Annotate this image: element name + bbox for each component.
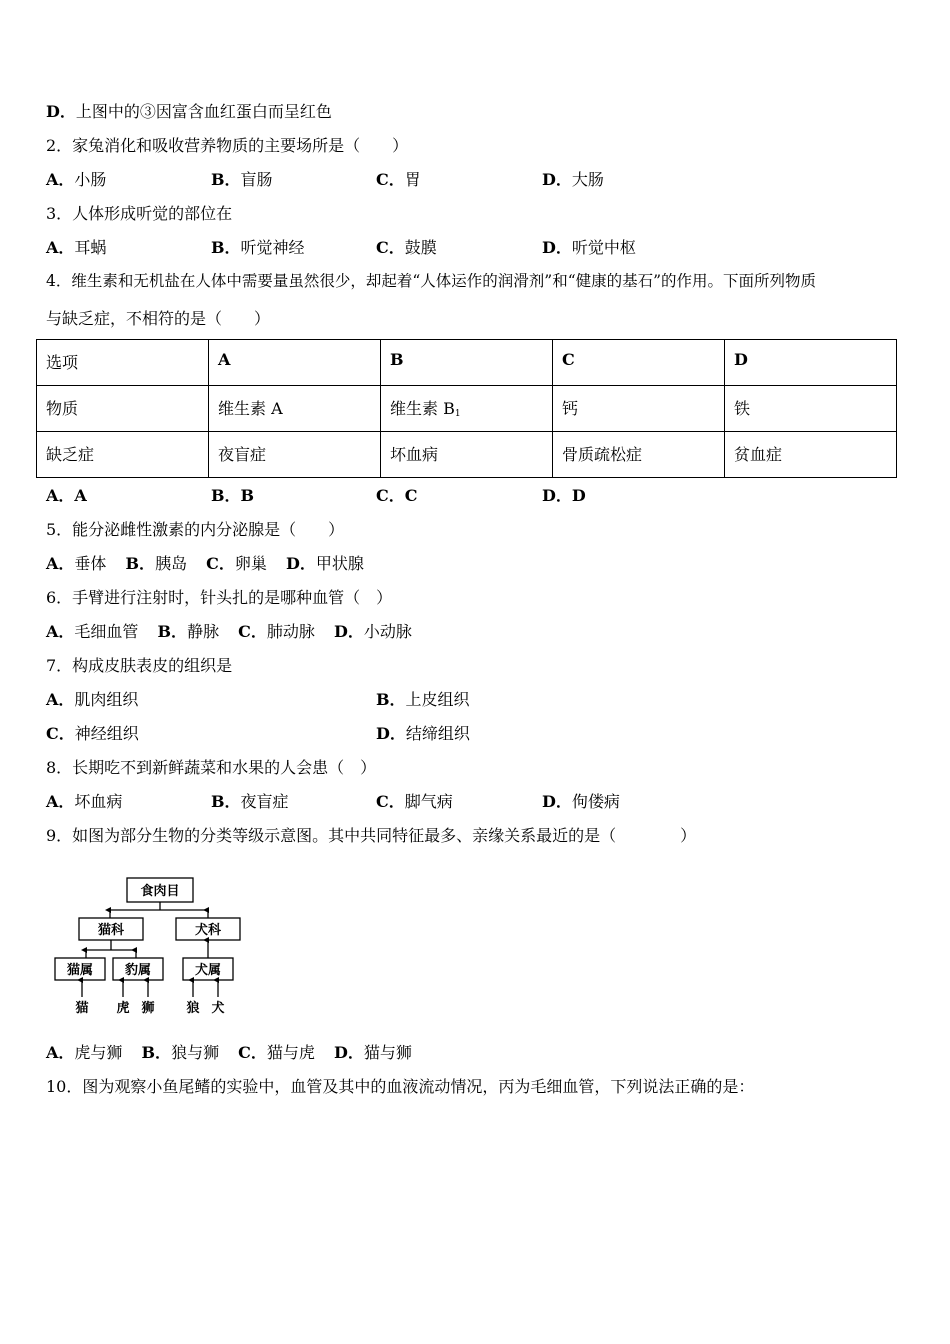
q8-option-a[interactable] — [46, 792, 122, 812]
q2-option-a[interactable] — [46, 170, 106, 190]
option-text: 夜盲症 — [240, 792, 289, 811]
q4-option-d[interactable] — [542, 486, 586, 506]
q2-option-c[interactable] — [376, 170, 421, 190]
cell-text: 维生素 B — [390, 399, 455, 418]
option-letter: C． — [206, 554, 235, 573]
q7-option-c[interactable] — [46, 724, 139, 744]
q3-option-b[interactable] — [211, 238, 305, 258]
q4-table — [36, 339, 897, 478]
option-letter: C． — [376, 792, 405, 811]
animal-label: 犬 — [211, 1001, 225, 1016]
q8-option-c[interactable] — [376, 792, 453, 812]
table-cell: C — [553, 340, 725, 386]
option-letter: D． — [334, 622, 364, 641]
q2-stem: 2．家兔消化和吸收营养物质的主要场所是（ ） — [46, 136, 409, 155]
table-cell: 骨质疏松症 — [553, 432, 725, 478]
q6-options — [46, 622, 412, 642]
q3-stem: 3．人体形成听觉的部位在 — [46, 204, 233, 223]
animal-label: 猫 — [75, 1001, 89, 1016]
order-label: 食肉目 — [140, 884, 180, 899]
option-letter: A． — [46, 170, 75, 189]
q6-option-a[interactable] — [46, 622, 138, 641]
genus-dog-label: 犬属 — [194, 963, 222, 978]
q5-option-c[interactable] — [206, 554, 267, 573]
q7-option-a[interactable] — [46, 690, 138, 710]
option-text: 甲状腺 — [315, 554, 364, 573]
q5-option-d[interactable] — [286, 554, 364, 573]
table-cell: D — [725, 340, 897, 386]
option-text: 神经组织 — [74, 724, 139, 743]
q1-option-d[interactable] — [46, 102, 332, 122]
option-text: 佝偻病 — [571, 792, 620, 811]
q10-stem: 10．图为观察小鱼尾鳍的实验中，血管及其中的血液流动情况，丙为毛细血管，下列说法正确的是： — [46, 1077, 755, 1096]
option-letter: D． — [542, 170, 572, 189]
option-text: 结缔组织 — [405, 724, 470, 743]
table-cell: 铁 — [725, 386, 897, 432]
q7-stem: 7．构成皮肤表皮的组织是 — [46, 656, 233, 675]
table-cell: A — [209, 340, 381, 386]
q9-option-d[interactable] — [334, 1043, 412, 1062]
option-text: 静脉 — [187, 622, 220, 641]
option-letter: A． — [46, 792, 75, 811]
q7-option-d[interactable] — [376, 724, 470, 744]
option-text: 狼与狮 — [171, 1043, 220, 1062]
q5-options — [46, 554, 364, 574]
q6-option-d[interactable] — [334, 622, 412, 641]
table-cell: 缺乏症 — [37, 432, 209, 478]
option-letter: C． — [46, 724, 75, 743]
option-text: 上图中的③因富含血红蛋白而呈红色 — [75, 102, 332, 121]
option-text: 肌肉组织 — [74, 690, 139, 709]
option-text: A — [74, 486, 87, 505]
q4-stem-line1: 4．维生素和无机盐在人体中需要量虽然很少，却起着“人体运作的润滑剂”和“健康的基石”的作用。下面所列物质 — [46, 272, 817, 290]
option-text: D — [571, 486, 586, 505]
table-cell: B — [381, 340, 553, 386]
option-letter: D． — [376, 724, 406, 743]
genus-leopard-label: 豹属 — [124, 963, 152, 978]
option-letter: D． — [286, 554, 316, 573]
option-text: 脚气病 — [404, 792, 453, 811]
option-text: 听觉中枢 — [571, 238, 636, 257]
family-dog-label: 犬科 — [194, 923, 222, 938]
option-letter: B． — [211, 486, 241, 505]
option-text: 垂体 — [74, 554, 107, 573]
table-cell: 物质 — [37, 386, 209, 432]
q3-option-d[interactable] — [542, 238, 636, 258]
q4-stem-line2: 与缺乏症，不相符的是（ ） — [46, 309, 271, 328]
table-row — [37, 340, 897, 386]
option-letter: A． — [46, 622, 75, 641]
option-letter: D． — [542, 238, 572, 257]
option-text: 上皮组织 — [405, 690, 470, 709]
q7-option-b[interactable] — [376, 690, 470, 710]
table-cell: 维生素 A — [209, 386, 381, 432]
subscript: 1 — [454, 409, 461, 419]
q3-option-c[interactable] — [376, 238, 437, 258]
option-letter: D． — [542, 792, 572, 811]
option-text: B — [240, 486, 255, 505]
option-text: 盲肠 — [240, 170, 273, 189]
option-letter: B． — [211, 238, 241, 257]
option-letter: A． — [46, 486, 75, 505]
option-text: 胰岛 — [155, 554, 188, 573]
table-cell — [381, 386, 553, 432]
q8-option-d[interactable] — [542, 792, 620, 812]
q8-option-b[interactable] — [211, 792, 289, 812]
q5-option-a[interactable] — [46, 554, 106, 573]
q3-option-a[interactable] — [46, 238, 106, 258]
table-row — [37, 432, 897, 478]
option-text: 胃 — [404, 170, 421, 189]
option-letter: A． — [46, 1043, 75, 1062]
q9-option-c[interactable] — [238, 1043, 315, 1062]
option-text: C — [404, 486, 418, 505]
animal-label: 狼 — [186, 1001, 200, 1016]
option-text: 虎与狮 — [74, 1043, 123, 1062]
option-letter: B． — [376, 690, 406, 709]
option-letter: A． — [46, 238, 75, 257]
classification-diagram — [52, 873, 252, 1023]
q4-option-a[interactable] — [46, 486, 87, 506]
q9-stem: 9．如图为部分生物的分类等级示意图。其中共同特征最多、亲缘关系最近的是（ ） — [46, 826, 697, 845]
q9-option-a[interactable] — [46, 1043, 122, 1062]
option-text: 听觉神经 — [240, 238, 305, 257]
q6-stem: 6．手臂进行注射时，针头扎的是哪种血管（ ） — [46, 588, 393, 607]
option-text: 肺动脉 — [266, 622, 315, 641]
option-letter: D． — [334, 1043, 364, 1062]
q9-options — [46, 1043, 412, 1063]
option-letter: C． — [376, 170, 405, 189]
option-letter: B． — [211, 792, 241, 811]
q6-option-c[interactable] — [238, 622, 315, 641]
option-letter: C． — [238, 1043, 267, 1062]
option-text: 卵巢 — [234, 554, 267, 573]
table-cell: 夜盲症 — [209, 432, 381, 478]
option-text: 耳蜗 — [74, 238, 107, 257]
animal-label: 狮 — [141, 1001, 155, 1016]
option-letter: B． — [211, 170, 241, 189]
option-letter: B． — [157, 622, 188, 641]
table-cell: 贫血症 — [725, 432, 897, 478]
q4-option-c[interactable] — [376, 486, 417, 506]
option-letter: A． — [46, 554, 75, 573]
option-text: 猫与狮 — [363, 1043, 412, 1062]
q5-stem: 5．能分泌雌性激素的内分泌腺是（ ） — [46, 520, 345, 539]
option-letter: C． — [376, 238, 405, 257]
q9-option-b[interactable] — [142, 1043, 220, 1062]
option-letter: D． — [46, 102, 76, 121]
option-text: 坏血病 — [74, 792, 123, 811]
q2-option-b[interactable] — [211, 170, 273, 190]
genus-cat-label: 猫属 — [66, 963, 94, 978]
q2-option-d[interactable] — [542, 170, 604, 190]
family-cat-label: 猫科 — [97, 923, 125, 938]
table-cell: 坏血病 — [381, 432, 553, 478]
q5-option-b[interactable] — [126, 554, 188, 573]
option-text: 小动脉 — [363, 622, 412, 641]
q4-option-b[interactable] — [211, 486, 254, 506]
q8-stem: 8．长期吃不到新鲜蔬菜和水果的人会患（ ） — [46, 758, 377, 777]
option-text: 鼓膜 — [404, 238, 437, 257]
option-text: 毛细血管 — [74, 622, 139, 641]
animal-label: 虎 — [116, 1001, 130, 1016]
option-letter: B． — [125, 554, 156, 573]
option-letter: B． — [141, 1043, 172, 1062]
option-text: 大肠 — [571, 170, 604, 189]
option-letter: A． — [46, 690, 75, 709]
option-letter: C． — [376, 486, 405, 505]
option-text: 小肠 — [74, 170, 107, 189]
option-letter: D． — [542, 486, 572, 505]
table-cell: 选项 — [37, 340, 209, 386]
option-text: 猫与虎 — [266, 1043, 315, 1062]
table-cell: 钙 — [553, 386, 725, 432]
q6-option-b[interactable] — [158, 622, 220, 641]
table-row — [37, 386, 897, 432]
option-letter: C． — [238, 622, 267, 641]
